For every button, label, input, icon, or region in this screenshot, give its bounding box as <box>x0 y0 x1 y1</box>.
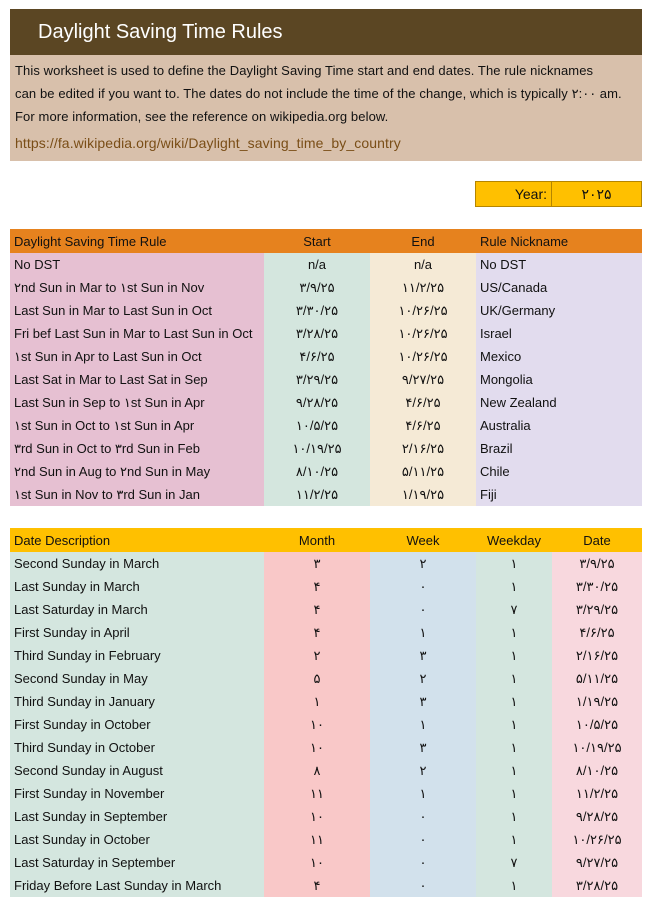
week-cell[interactable]: ۳ <box>370 644 476 667</box>
info-box <box>10 55 642 161</box>
end-cell[interactable]: ۴/۶/۲۵ <box>370 414 476 437</box>
date-cell[interactable]: ۱۰/۲۶/۲۵ <box>552 828 642 851</box>
rule-cell[interactable]: Last Sun in Mar to Last Sun in Oct <box>10 299 264 322</box>
month-cell[interactable]: ۱۰ <box>264 851 370 874</box>
table-row <box>10 621 642 644</box>
date-cell[interactable]: ۳/۳۰/۲۵ <box>552 575 642 598</box>
week-cell[interactable]: ۰ <box>370 575 476 598</box>
nickname-cell[interactable]: UK/Germany <box>476 299 642 322</box>
end-cell[interactable]: n/a <box>370 253 476 276</box>
start-cell[interactable]: ۱۰/۵/۲۵ <box>264 414 370 437</box>
end-cell[interactable]: ۴/۶/۲۵ <box>370 391 476 414</box>
date-cell[interactable]: ۲/۱۶/۲۵ <box>552 644 642 667</box>
table-row <box>10 322 642 345</box>
weekday-cell[interactable]: ۱ <box>476 828 552 851</box>
table-row <box>10 299 642 322</box>
end-cell[interactable]: ۱۱/۲/۲۵ <box>370 276 476 299</box>
end-cell[interactable]: ۱۰/۲۶/۲۵ <box>370 299 476 322</box>
month-cell[interactable]: ۱۱ <box>264 782 370 805</box>
page-title: Daylight Saving Time Rules <box>10 9 642 55</box>
month-cell[interactable]: ۴ <box>264 621 370 644</box>
table-row <box>10 575 642 598</box>
month-cell[interactable]: ۵ <box>264 667 370 690</box>
column-header-rule: Daylight Saving Time Rule <box>10 229 264 253</box>
start-cell[interactable]: ۳/۹/۲۵ <box>264 276 370 299</box>
month-cell[interactable]: ۴ <box>264 874 370 897</box>
column-header-description: Date Description <box>10 528 264 552</box>
month-cell[interactable]: ۳ <box>264 552 370 575</box>
nickname-cell[interactable]: Mongolia <box>476 368 642 391</box>
weekday-cell[interactable]: ۱ <box>476 736 552 759</box>
weekday-cell[interactable]: ۱ <box>476 782 552 805</box>
start-cell[interactable]: ۴/۶/۲۵ <box>264 345 370 368</box>
weekday-cell[interactable]: ۱ <box>476 667 552 690</box>
table-row <box>10 368 642 391</box>
table-row <box>10 667 642 690</box>
end-cell[interactable]: ۱۰/۲۶/۲۵ <box>370 322 476 345</box>
nickname-cell[interactable]: Israel <box>476 322 642 345</box>
date-cell[interactable]: ۳/۹/۲۵ <box>552 552 642 575</box>
description-cell[interactable]: Third Sunday in October <box>10 736 264 759</box>
table-row <box>10 483 642 506</box>
table-row <box>10 345 642 368</box>
week-cell[interactable]: ۱ <box>370 621 476 644</box>
end-cell[interactable]: ۱/۱۹/۲۵ <box>370 483 476 506</box>
date-cell[interactable]: ۱/۱۹/۲۵ <box>552 690 642 713</box>
info-line: can be edited if you want to. The dates do not include the time of the change, which is typically ۲:۰۰ am. <box>15 86 622 101</box>
date-descriptions-table <box>10 528 642 897</box>
rule-cell[interactable]: ۱st Sun in Apr to Last Sun in Oct <box>10 345 264 368</box>
table-row <box>10 437 642 460</box>
description-cell[interactable]: First Sunday in November <box>10 782 264 805</box>
year-box <box>475 181 642 207</box>
date-cell[interactable]: ۵/۱۱/۲۵ <box>552 667 642 690</box>
date-cell[interactable]: ۱۰/۱۹/۲۵ <box>552 736 642 759</box>
description-cell[interactable]: Last Saturday in March <box>10 598 264 621</box>
rule-cell[interactable]: Last Sun in Sep to ۱st Sun in Apr <box>10 391 264 414</box>
dst-rules-table <box>10 229 642 506</box>
week-cell[interactable]: ۳ <box>370 690 476 713</box>
table-row <box>10 391 642 414</box>
rule-cell[interactable]: ۲nd Sun in Aug to ۲nd Sun in May <box>10 460 264 483</box>
nickname-cell[interactable]: Mexico <box>476 345 642 368</box>
table-row <box>10 759 642 782</box>
month-cell[interactable]: ۱۰ <box>264 805 370 828</box>
weekday-cell[interactable]: ۱ <box>476 690 552 713</box>
month-cell[interactable]: ۲ <box>264 644 370 667</box>
column-header-weekday: Weekday <box>476 528 552 552</box>
week-cell[interactable]: ۰ <box>370 598 476 621</box>
year-input[interactable]: ۲۰۲۵ <box>581 186 612 202</box>
table-row <box>10 690 642 713</box>
info-line: This worksheet is used to define the Daylight Saving Time start and end dates. The rule nicknames <box>15 63 594 78</box>
date-cell[interactable]: ۱۱/۲/۲۵ <box>552 782 642 805</box>
description-cell[interactable]: Third Sunday in January <box>10 690 264 713</box>
table-row <box>10 805 642 828</box>
nickname-cell[interactable]: No DST <box>476 253 642 276</box>
end-cell[interactable]: ۵/۱۱/۲۵ <box>370 460 476 483</box>
table-header-row <box>10 229 642 253</box>
week-cell[interactable]: ۲ <box>370 667 476 690</box>
table-row <box>10 414 642 437</box>
table-row <box>10 851 642 874</box>
table-row <box>10 598 642 621</box>
column-header-end: End <box>370 229 476 253</box>
week-cell[interactable]: ۱ <box>370 782 476 805</box>
date-cell[interactable]: ۸/۱۰/۲۵ <box>552 759 642 782</box>
week-cell[interactable]: ۳ <box>370 736 476 759</box>
month-cell[interactable]: ۱ <box>264 690 370 713</box>
end-cell[interactable]: ۲/۱۶/۲۵ <box>370 437 476 460</box>
weekday-cell[interactable]: ۱ <box>476 644 552 667</box>
weekday-cell[interactable]: ۷ <box>476 598 552 621</box>
table-row <box>10 874 642 897</box>
description-cell[interactable]: First Sunday in October <box>10 713 264 736</box>
week-cell[interactable]: ۰ <box>370 851 476 874</box>
end-cell[interactable]: ۱۰/۲۶/۲۵ <box>370 345 476 368</box>
date-cell[interactable]: ۹/۲۷/۲۵ <box>552 851 642 874</box>
nickname-cell[interactable]: New Zealand <box>476 391 642 414</box>
month-cell[interactable]: ۸ <box>264 759 370 782</box>
description-cell[interactable]: Last Sunday in September <box>10 805 264 828</box>
column-header-date: Date <box>552 528 642 552</box>
weekday-cell[interactable]: ۷ <box>476 851 552 874</box>
weekday-cell[interactable]: ۱ <box>476 713 552 736</box>
info-line: For more information, see the reference on wikipedia.org below. <box>15 109 389 124</box>
description-cell[interactable]: Second Sunday in August <box>10 759 264 782</box>
rule-cell[interactable]: Last Sat in Mar to Last Sat in Sep <box>10 368 264 391</box>
description-cell[interactable]: Third Sunday in February <box>10 644 264 667</box>
description-cell[interactable]: Second Sunday in May <box>10 667 264 690</box>
table-row <box>10 736 642 759</box>
column-header-nickname: Rule Nickname <box>476 229 642 253</box>
date-cell[interactable]: ۹/۲۸/۲۵ <box>552 805 642 828</box>
rule-cell[interactable]: ۲nd Sun in Mar to ۱st Sun in Nov <box>10 276 264 299</box>
table-row <box>10 713 642 736</box>
table-row <box>10 276 642 299</box>
start-cell[interactable]: ۱۱/۲/۲۵ <box>264 483 370 506</box>
date-cell[interactable]: ۳/۲۸/۲۵ <box>552 874 642 897</box>
table-row <box>10 828 642 851</box>
nickname-cell[interactable]: US/Canada <box>476 276 642 299</box>
rule-cell[interactable]: ۳rd Sun in Oct to ۳rd Sun in Feb <box>10 437 264 460</box>
nickname-cell[interactable]: Chile <box>476 460 642 483</box>
description-cell[interactable]: Last Sunday in March <box>10 575 264 598</box>
weekday-cell[interactable]: ۱ <box>476 759 552 782</box>
start-cell[interactable]: ۳/۳۰/۲۵ <box>264 299 370 322</box>
month-cell[interactable]: ۴ <box>264 598 370 621</box>
description-cell[interactable]: First Sunday in April <box>10 621 264 644</box>
month-cell[interactable]: ۴ <box>264 575 370 598</box>
week-cell[interactable]: ۰ <box>370 805 476 828</box>
week-cell[interactable]: ۱ <box>370 713 476 736</box>
table-row <box>10 460 642 483</box>
start-cell[interactable]: ۱۰/۱۹/۲۵ <box>264 437 370 460</box>
rule-cell[interactable]: No DST <box>10 253 264 276</box>
column-header-week: Week <box>370 528 476 552</box>
table-row <box>10 552 642 575</box>
start-cell[interactable]: ۳/۲۹/۲۵ <box>264 368 370 391</box>
rule-cell[interactable]: Fri bef Last Sun in Mar to Last Sun in Oct <box>10 322 264 345</box>
year-label: Year: <box>476 182 552 206</box>
rule-cell[interactable]: ۱st Sun in Nov to ۳rd Sun in Jan <box>10 483 264 506</box>
table-row <box>10 644 642 667</box>
start-cell[interactable]: ۹/۲۸/۲۵ <box>264 391 370 414</box>
week-cell[interactable]: ۲ <box>370 759 476 782</box>
week-cell[interactable]: ۲ <box>370 552 476 575</box>
month-cell[interactable]: ۱۱ <box>264 828 370 851</box>
start-cell[interactable]: n/a <box>264 253 370 276</box>
weekday-cell[interactable]: ۱ <box>476 621 552 644</box>
end-cell[interactable]: ۹/۲۷/۲۵ <box>370 368 476 391</box>
weekday-cell[interactable]: ۱ <box>476 575 552 598</box>
rule-cell[interactable]: ۱st Sun in Oct to ۱st Sun in Apr <box>10 414 264 437</box>
date-cell[interactable]: ۳/۲۹/۲۵ <box>552 598 642 621</box>
week-cell[interactable]: ۰ <box>370 874 476 897</box>
date-cell[interactable]: ۱۰/۵/۲۵ <box>552 713 642 736</box>
month-cell[interactable]: ۱۰ <box>264 713 370 736</box>
table-row <box>10 782 642 805</box>
table-header-row <box>10 528 642 552</box>
description-cell[interactable]: Second Sunday in March <box>10 552 264 575</box>
wikipedia-link[interactable]: https://fa.wikipedia.org/wiki/Daylight_saving_time_by_country <box>15 135 401 151</box>
week-cell[interactable]: ۰ <box>370 828 476 851</box>
table-row <box>10 253 642 276</box>
month-cell[interactable]: ۱۰ <box>264 736 370 759</box>
nickname-cell[interactable]: Fiji <box>476 483 642 506</box>
weekday-cell[interactable]: ۱ <box>476 805 552 828</box>
description-cell[interactable]: Last Sunday in October <box>10 828 264 851</box>
start-cell[interactable]: ۳/۲۸/۲۵ <box>264 322 370 345</box>
start-cell[interactable]: ۸/۱۰/۲۵ <box>264 460 370 483</box>
nickname-cell[interactable]: Australia <box>476 414 642 437</box>
nickname-cell[interactable]: Brazil <box>476 437 642 460</box>
description-cell[interactable]: Last Saturday in September <box>10 851 264 874</box>
column-header-month: Month <box>264 528 370 552</box>
weekday-cell[interactable]: ۱ <box>476 552 552 575</box>
date-cell[interactable]: ۴/۶/۲۵ <box>552 621 642 644</box>
column-header-start: Start <box>264 229 370 253</box>
weekday-cell[interactable]: ۱ <box>476 874 552 897</box>
description-cell[interactable]: Friday Before Last Sunday in March <box>10 874 264 897</box>
